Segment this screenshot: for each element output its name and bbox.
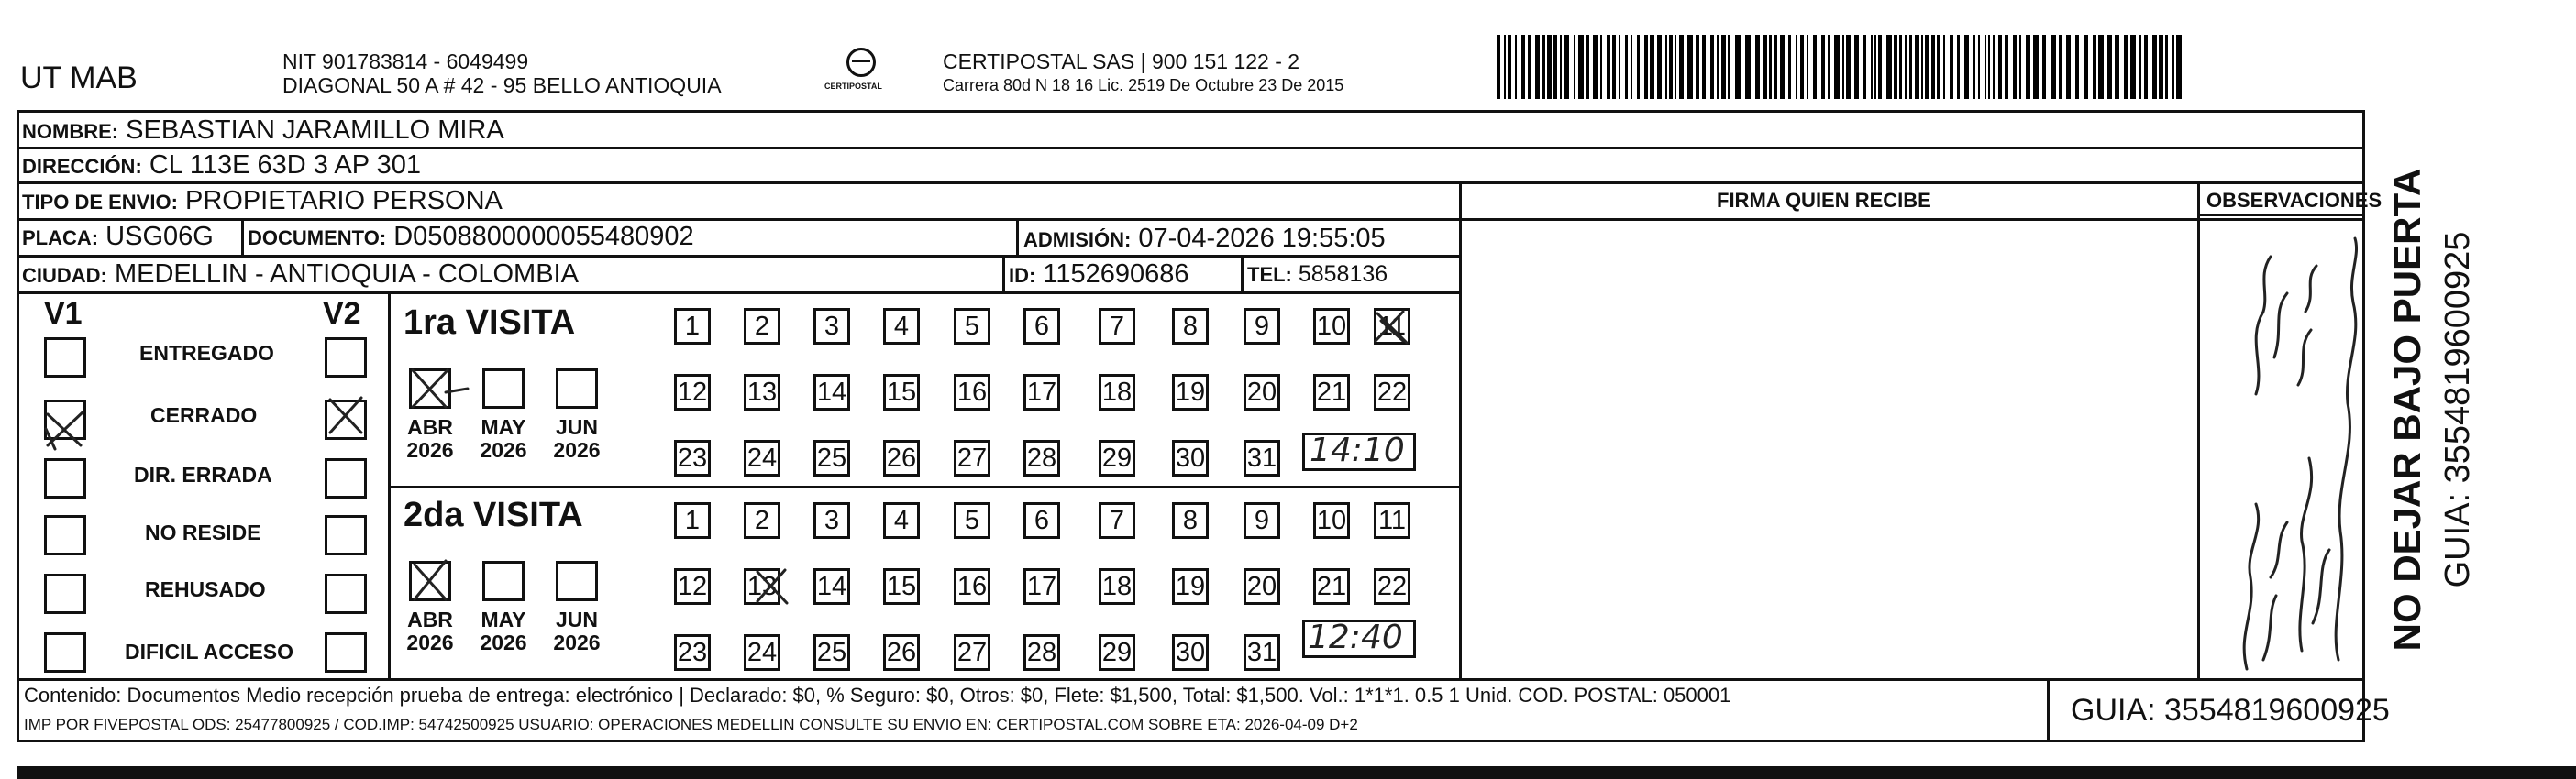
- visit2-time: 12:40: [1308, 619, 1403, 656]
- nit-text: NIT 901783814 - 6049499: [282, 49, 529, 73]
- visit2-day-17[interactable]: 17: [1023, 568, 1060, 605]
- visit2-day-9[interactable]: 9: [1244, 502, 1280, 539]
- visit2-day-26[interactable]: 26: [883, 634, 920, 671]
- visit1-day-7[interactable]: 7: [1099, 308, 1135, 345]
- admision-label: ADMISIÓN:: [1023, 228, 1132, 251]
- visit2-day-8[interactable]: 8: [1172, 502, 1209, 539]
- v2-checkbox-2[interactable]: [325, 400, 367, 440]
- visit1-month-jun: JUN 2026: [553, 415, 601, 463]
- visit1-day-12[interactable]: 12: [674, 374, 711, 411]
- certipostal-info: CERTIPOSTAL SAS | 900 151 122 - 2: [943, 49, 1300, 73]
- visit1-day-4[interactable]: 4: [883, 308, 920, 345]
- visit1-day-18[interactable]: 18: [1099, 374, 1135, 411]
- visit2-month-check-abr[interactable]: [409, 561, 451, 601]
- v2-checkbox-6[interactable]: [325, 632, 367, 673]
- visit2-day-1[interactable]: 1: [674, 502, 711, 539]
- tel-label: TEL:: [1247, 263, 1292, 286]
- visit2-title: 2da VISITA: [404, 496, 583, 534]
- visit1-day-2[interactable]: 2: [744, 308, 780, 345]
- visit1-month-check-jun[interactable]: [556, 368, 598, 409]
- visit2-month-check-may[interactable]: [482, 561, 525, 601]
- visit2-month-jun: JUN 2026: [553, 608, 601, 655]
- status-no-reside: NO RESIDE: [145, 521, 261, 544]
- visit1-day-19[interactable]: 19: [1172, 374, 1209, 411]
- v2-checkbox-1[interactable]: [325, 337, 367, 378]
- visit1-day-24[interactable]: 24: [744, 440, 780, 477]
- visit1-day-6[interactable]: 6: [1023, 308, 1060, 345]
- ciudad-label: CIUDAD:: [22, 264, 107, 287]
- barcode: [1497, 35, 2184, 99]
- visit1-day-1[interactable]: 1: [674, 308, 711, 345]
- v1-checkbox-6[interactable]: [44, 632, 86, 673]
- visit2-day-24[interactable]: 24: [744, 634, 780, 671]
- visit1-day-30[interactable]: 30: [1172, 440, 1209, 477]
- ciudad-value: MEDELLIN - ANTIOQUIA - COLOMBIA: [114, 259, 579, 289]
- license-text: Carrera 80d N 18 16 Lic. 2519 De Octubre 23 De 2015: [943, 76, 1344, 94]
- visit2-day-14[interactable]: 14: [813, 568, 850, 605]
- observaciones-handwriting: [2210, 229, 2366, 678]
- visit1-day-23[interactable]: 23: [674, 440, 711, 477]
- placa-label: PLACA:: [22, 226, 99, 249]
- visit2-day-15[interactable]: 15: [883, 568, 920, 605]
- visit1-day-26[interactable]: 26: [883, 440, 920, 477]
- visit2-day-2[interactable]: 2: [744, 502, 780, 539]
- visit2-day-5[interactable]: 5: [954, 502, 990, 539]
- visit1-day-29[interactable]: 29: [1099, 440, 1135, 477]
- visit2-day-20[interactable]: 20: [1244, 568, 1280, 605]
- company-name: UT MAB: [20, 60, 138, 95]
- visit2-day-22[interactable]: 22: [1374, 568, 1410, 605]
- visit2-day-10[interactable]: 10: [1313, 502, 1350, 539]
- visit1-title: 1ra VISITA: [404, 303, 576, 342]
- visit2-day-28[interactable]: 28: [1023, 634, 1060, 671]
- visit1-day-8[interactable]: 8: [1172, 308, 1209, 345]
- visit1-day-27[interactable]: 27: [954, 440, 990, 477]
- observaciones-label: OBSERVACIONES: [2206, 189, 2383, 212]
- firma-label: FIRMA QUIEN RECIBE: [1717, 189, 1931, 212]
- visit2-month-check-jun[interactable]: [556, 561, 598, 601]
- visit2-day-27[interactable]: 27: [954, 634, 990, 671]
- status-entregado: ENTREGADO: [139, 341, 274, 365]
- visit2-day-21[interactable]: 21: [1313, 568, 1350, 605]
- visit1-day-13[interactable]: 13: [744, 374, 780, 411]
- visit1-day-5[interactable]: 5: [954, 308, 990, 345]
- side-guia: GUIA: 3554819600925: [2438, 231, 2477, 588]
- v2-checkbox-3[interactable]: [325, 458, 367, 499]
- visit1-day-11[interactable]: 11: [1374, 308, 1410, 345]
- documento-value: D0508800000055480902: [393, 222, 694, 251]
- visit1-day-14[interactable]: 14: [813, 374, 850, 411]
- tipo-envio-value: PROPIETARIO PERSONA: [184, 186, 503, 215]
- visit1-day-10[interactable]: 10: [1313, 308, 1350, 345]
- visit2-day-23[interactable]: 23: [674, 634, 711, 671]
- visit2-day-18[interactable]: 18: [1099, 568, 1135, 605]
- v1-checkbox-5[interactable]: [44, 574, 86, 614]
- direccion-label: DIRECCIÓN:: [22, 155, 142, 178]
- visit2-month-abr: ABR 2026: [406, 608, 454, 655]
- visit2-month-may: MAY 2026: [480, 608, 527, 655]
- visit1-day-3[interactable]: 3: [813, 308, 850, 345]
- id-label: ID:: [1009, 264, 1036, 287]
- status-dir-errada: DIR. ERRADA: [134, 463, 272, 487]
- side-no-dejar: NO DEJAR BAJO PUERTA: [2385, 168, 2428, 652]
- status-dificil-acceso: DIFICIL ACCESO: [125, 640, 294, 664]
- sender-address: DIAGONAL 50 A # 42 - 95 BELLO ANTIOQUIA: [282, 73, 722, 97]
- nombre-label: NOMBRE:: [22, 120, 119, 143]
- visit1-day-20[interactable]: 20: [1244, 374, 1280, 411]
- visit2-day-12[interactable]: 12: [674, 568, 711, 605]
- v1-checkbox-1[interactable]: [44, 337, 86, 378]
- v2-checkbox-4[interactable]: [325, 515, 367, 555]
- status-rehusado: REHUSADO: [145, 577, 266, 601]
- certipostal-logo: [821, 48, 903, 101]
- visit2-day-6[interactable]: 6: [1023, 502, 1060, 539]
- visit2-day-11[interactable]: 11: [1374, 502, 1410, 539]
- visit1-day-15[interactable]: 15: [883, 374, 920, 411]
- visit2-day-29[interactable]: 29: [1099, 634, 1135, 671]
- visit2-day-16[interactable]: 16: [954, 568, 990, 605]
- visit1-time: 14:10: [1310, 432, 1405, 469]
- visit2-day-31[interactable]: 31: [1244, 634, 1280, 671]
- v1-checkbox-4[interactable]: [44, 515, 86, 555]
- visit2-day-4[interactable]: 4: [883, 502, 920, 539]
- id-value: 1152690686: [1043, 259, 1189, 289]
- tipo-envio-label: TIPO DE ENVIO:: [22, 191, 178, 214]
- visit1-day-31[interactable]: 31: [1244, 440, 1280, 477]
- bottom-edge-bar: [17, 766, 2576, 779]
- status-cerrado: CERRADO: [150, 403, 258, 427]
- admision-value: 07-04-2026 19:55:05: [1138, 224, 1386, 253]
- visit1-month-abr: ABR 2026: [406, 415, 454, 463]
- visit1-month-check-abr[interactable]: [409, 368, 451, 409]
- visit1-day-9[interactable]: 9: [1244, 308, 1280, 345]
- tel-value: 5858136: [1298, 261, 1388, 287]
- v2-label: V2: [323, 296, 361, 331]
- placa-value: USG06G: [105, 222, 214, 251]
- visit1-day-16[interactable]: 16: [954, 374, 990, 411]
- visit2-day-3[interactable]: 3: [813, 502, 850, 539]
- documento-label: DOCUMENTO:: [248, 226, 387, 249]
- footer-imp: IMP POR FIVEPOSTAL ODS: 25477800925 / COD.IMP: 54742500925 USUARIO: OPERACIONES MEDELLIN CONSULTE SU ENVIO EN: CERTIPOSTAL.COM SOBRE ETA: 2026-04-09 D+2: [24, 716, 1358, 733]
- footer-guia: GUIA: 3554819600925: [2071, 693, 2390, 728]
- v2-checkbox-5[interactable]: [325, 574, 367, 614]
- visit1-month-check-may[interactable]: [482, 368, 525, 409]
- visit1-day-17[interactable]: 17: [1023, 374, 1060, 411]
- visit1-day-28[interactable]: 28: [1023, 440, 1060, 477]
- v1-checkbox-3[interactable]: [44, 458, 86, 499]
- nombre-value: SEBASTIAN JARAMILLO MIRA: [126, 115, 504, 145]
- visit2-day-13[interactable]: 13: [744, 568, 780, 605]
- visit1-day-25[interactable]: 25: [813, 440, 850, 477]
- v1-checkbox-2[interactable]: [44, 400, 86, 440]
- footer-contenido: Contenido: Documentos Medio recepción prueba de entrega: electrónico | Declarado: $0, % Seguro: $0, Otros: $0, Flete: $1,500, Total: $1,500. Vol.: 1*1*1. 0.5 1 Unid. COD. POSTAL: 050001: [24, 684, 1731, 707]
- visit1-day-21[interactable]: 21: [1313, 374, 1350, 411]
- logo-text: CERTIPOSTAL: [824, 82, 882, 91]
- v1-label: V1: [44, 296, 83, 331]
- visit1-day-22[interactable]: 22: [1374, 374, 1410, 411]
- visit1-month-may: MAY 2026: [480, 415, 527, 463]
- visit2-day-7[interactable]: 7: [1099, 502, 1135, 539]
- visit2-day-19[interactable]: 19: [1172, 568, 1209, 605]
- visit2-day-25[interactable]: 25: [813, 634, 850, 671]
- visit2-day-30[interactable]: 30: [1172, 634, 1209, 671]
- direccion-value: CL 113E 63D 3 AP 301: [149, 150, 421, 180]
